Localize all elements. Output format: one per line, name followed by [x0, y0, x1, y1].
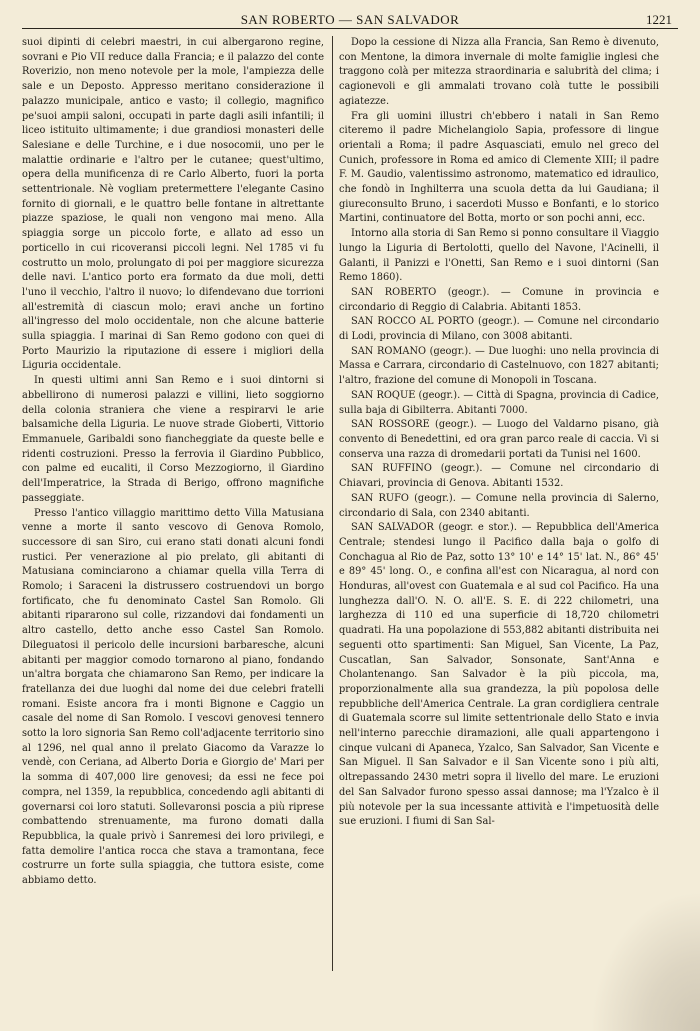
paragraph: Intorno alla storia di San Remo si ponno consultare il Viaggio lungo la Liguria di Bertolotti, quello del Navone, l'Acinelli, il Galanti, il Panizzi e l'Onetti, San Remo e i suoi dintorni (San Remo 1860). [339, 228, 659, 284]
paragraph: In questi ultimi anni San Remo e i suoi dintorni si abbellirono di numerosi palazzi e villini, lieto soggiorno della colonia straniera che viene a respirarvi le arie balsamiche della Liguria. Le nuove strade Gioberti, Vittorio Emmanuele, Garibaldi sono fiancheggiate da queste belle e ridenti costruzioni. Presso la ferrovia il Giardino Pubblico, con palme ed eucaliti, il Corso Mezzogiorno, il Giardino dell'Imperatrice, la Strada di Berigo, offrono magnifiche passeggiate. [22, 375, 324, 504]
right-column [339, 36, 659, 971]
running-title: SAN ROBERTO — SAN SALVADOR [240, 12, 460, 27]
page-curl [590, 891, 700, 1031]
paragraph: suoi dipinti di celebri maestri, in cui albergarono regine, sovrani e Pio VII reduce dalla Francia; e il palazzo del conte Roverizio, non meno notevole per la mole, l'ampiezza delle sale e un Deposto. Appresso meritano considerazione il palazzo municipale, antico e vasto; il collegio, magnifico pe'suoi ampii saloni, occupati in parte dagli asili infantili; il liceo istituito ultimamente; i due grandiosi monasteri delle Salesiane e delle Turchine, e i due nosocomii, uno per le malattie ordinarie e l'altro per le cutanee; quest'ultimo, opera della munificenza di re Carlo Alberto, fuori la porta settentrionale. Nè vogliam pretermettere l'elegante Casino fornito di giornali, e le quattro belle fontane in altrettante piazze spaziose, le quali non vengono mai meno. Alla spiaggia sorge un piccolo forte, e allato ad esso un porticello in cui ricoveransi piccoli legni. Nel 1785 vi fu costrutto un molo, prolungato di poi per maggiore sicurezza delle navi. L'antico porto era formato da due moli, detti l'uno il vecchio, l'altro il nuovo; lo difendevano due torrioni all'estremità di ciascun molo; eravi anche un fortino all'ingresso del molo occidentale, non che alcune batterie sulla spiaggia. I marinai di San Remo godono con quei di Porto Maurizio la riputazione di essere i migliori della Liguria occidentale. [22, 37, 324, 372]
left-column [22, 36, 324, 971]
paragraph: Presso l'antico villaggio marittimo detto Villa Matusiana venne a morte il santo vescovo di Genova Romolo, successore di san Siro, cui erano stati donati alcuni fondi rustici. Per venerazione al pio prelato, gli abitanti di Matusiana cominciarono a chiamar quella villa Terra di Romolo; i Saraceni la distrussero costruendovi un borgo fortificato, che fu denominato Castel San Romolo. Gli abitanti ripararono sul colle, rizzandovi dai fondamenti un altro castello, detto anche esso Castel San Romolo. Dileguatosi il pericolo delle incursioni barbaresche, alcuni abitanti per maggior comodo tornarono al piano, fondando un'altra borgata che chiamarono San Remo, per indicare la fratellanza dei due luoghi dal nome dei due celebri fratelli romani. Esiste ancora fra i monti Bignone e Caggio un casale del nome di San Romolo. I vescovi genovesi tennero sotto la loro signoria San Remo coll'adjacente territorio sino al 1296, nel qual anno il prelato Giacomo da Varazze lo vendè, con Ceriana, ad Alberto Doria e Giorgio de' Mari per la somma di 407,000 lire genovesi; da essi ne fece poi compra, nel 1359, la repubblica, concedendo agli abitanti di governarsi coi loro statuti. Sollevaronsi poscia a più riprese combattendo strenuamente, ma furono domati dalla Repubblica, la quale privò i Sanremesi dei loro privilegi, e fatta demolire l'antica rocca che stava a tramontana, fece costrurre un forte sulla spiaggia, che tuttora esiste, come abbiamo detto. [22, 507, 324, 887]
entry-san-ruffino: SAN RUFFINO (geogr.). — Comune nel circondario di Chiavari, provincia di Genova. Abitanti 1532. [339, 463, 659, 490]
entry-san-rossore: SAN ROSSORE (geogr.). — Luogo del Valdarno pisano, già convento di Benedettini, ed ora gran parco reale di caccia. Vi si conserva una razza di dromedarii portati da Tunisi nel 1600. [339, 419, 659, 460]
page-number: 1221 [646, 12, 672, 27]
entry-san-salvador: SAN SALVADOR (geogr. e stor.). — Repubblica dell'America Centrale; stendesi lungo il Pacifico dalla baja o golfo di Conchagua al Rio de Paz, sotto 13° 10' e 14° 15' lat. N., 86° 45' e 89° 45' long. O., e confina all'est con Nicaragua, al nord con Honduras, all'ovest con Guatemala e al sud col Pacifico. Ha una lunghezza dall'O. N. O. all'E. S. E. di 222 chilometri, una larghezza di 110 ed una superficie di 18,720 chilometri quadrati. Ha una popolazione di 553,882 abitanti distribuita nei seguenti otto spartimenti: San Miguel, San Vicente, La Paz, Cuscatlan, San Salvador, Sonsonate, Sant'Anna e Cholantenango. San Salvador è la più piccola, ma, proporzionalmente alla sua grandezza, la più popolosa delle repubbliche dell'America Centrale. La gran cordigliera centrale di Guatemala scorre sul limite settentrionale dello Stato e invia nell'interno parecchie diramazioni, alle quali appartengono i cinque vulcani di Apaneca, Yzalco, San Salvador, San Vicente e San Miguel. Il San Salvador e il San Vicente sono i più alti, oltrepassando 2430 metri sopra il livello del mare. Le eruzioni del San Salvador furono spesso assai dannose; ma l'Yzalco è il più notevole per la sua incessante attività e l'impetuosità delle sue eruzioni. I fiumi di San Sal- [339, 522, 659, 828]
entry-san-roque: SAN ROQUE (geogr.). — Città di Spagna, provincia di Cadice, sulla baja di Gibilterra. Abitanti 7000. [339, 389, 659, 416]
entry-san-rufo: SAN RUFO (geogr.). — Comune nella provincia di Salerno, circondario di Sala, con 2340 abitanti. [339, 492, 659, 519]
column-divider [332, 36, 333, 971]
paragraph: Dopo la cessione di Nizza alla Francia, San Remo è divenuto, con Mentone, la dimora invernale di molte famiglie inglesi che traggono colà per mitezza straordinaria e salubrità del clima; i cagionevoli e gli ammalati trovano colà tutte le possibili agiatezze. [339, 37, 659, 107]
page-header [20, 8, 680, 30]
entry-san-roberto: SAN ROBERTO (geogr.). — Comune in provincia e circondario di Reggio di Calabria. Abitanti 1853. [339, 286, 659, 313]
paragraph: Fra gli uomini illustri ch'ebbero i natali in San Remo citeremo il padre Michelangiolo Sapia, professore di lingue orientali a Roma; il padre Asquasciati, emulo nel greco del Cunich, professore in Roma ed amico di Clemente XIII; il padre F. M. Gaudio, valentissimo astronomo, matematico ed idraulico, che fondò in Inghilterra una scuola detta da lui Gaudiana; il giureconsulto Bruno, i sacerdoti Musso e Bonfanti, e lo storico Martini, continuatore del Botta, morto or son pochi anni, ecc. [339, 110, 659, 225]
header-rule [22, 28, 678, 29]
entry-san-romano: SAN ROMANO (geogr.). — Due luoghi: uno nella provincia di Massa e Carrara, circondario di Castelnuovo, con 1827 abitanti; l'altro, frazione del comune di Monopoli in Toscana. [339, 345, 659, 387]
entry-san-rocco-al-porto: SAN ROCCO AL PORTO (geogr.). — Comune nel circondario di Lodi, provincia di Milano, con 3008 abitanti. [339, 316, 659, 343]
